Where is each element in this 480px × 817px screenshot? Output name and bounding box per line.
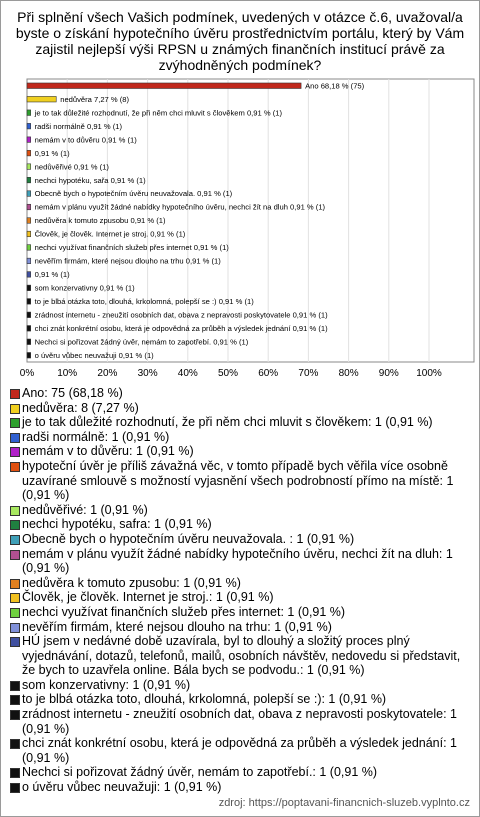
legend-swatch: [10, 608, 20, 618]
bar-data-label: Nechci si pořizovat žádný úvěr, nemám to zapotřebí. 0,91 % (1): [34, 337, 249, 347]
bar: [27, 231, 31, 237]
bar: [27, 204, 31, 210]
bar-data-label: o úvěru vůbec neuvažuji 0,91 % (1): [34, 350, 154, 360]
bar-data-label: nechci využívat finančních služeb přes internet 0,91 % (1): [34, 243, 229, 253]
bar-data-label: Ano 68,18 % (75): [305, 81, 365, 91]
legend-label: HÚ jsem v nedávné době uzavírala, byl to dlouhý a složitý proces plný vyjednávání, dotazů, telefonů, mailů, osobních návštěv, nedovedu si představit, že bych to uzavřela online. Bála bych se podvodu.: 1 (0,91 %): [22, 634, 461, 678]
x-tick-label: 50%: [217, 368, 239, 379]
legend-item: [8, 517, 474, 532]
legend-swatch: [10, 550, 20, 560]
legend-swatch: [10, 447, 20, 457]
legend-item: [8, 444, 474, 459]
bar: [27, 177, 31, 183]
bar-data-label: Obecně bych o hypotečním úvěru neuvažovala. 0,91 % (1): [34, 189, 233, 199]
legend-item: [8, 736, 474, 765]
legend-swatch: [10, 389, 20, 399]
bar: [27, 218, 31, 224]
x-tick-label: 80%: [338, 368, 359, 379]
legend-label: Člověk, je člověk. Internet je stroj.: 1 (0,91 %): [22, 590, 274, 605]
legend-item: [8, 692, 474, 707]
bar-data-label: chci znát konkrétní osobu, která je odpovědná za průběh a výsledek jednání 0,91 % (1): [34, 324, 328, 334]
bar-data-label: nevěřím firmám, které nejsou dlouho na trhu 0,91 % (1): [34, 256, 221, 266]
bar-data-label: radši normálně 0,91 % (1): [34, 121, 123, 131]
legend-swatch: [10, 623, 20, 633]
bar: [27, 164, 31, 170]
legend-label: Ano: 75 (68,18 %): [22, 386, 123, 400]
legend-swatch: [10, 520, 20, 530]
bar-data-label: 0,91 % (1): [34, 270, 70, 280]
bar: [27, 285, 31, 291]
legend-label: to je blbá otázka toto, dlouhá, krkolomná, polepší se :): 1 (0,91 %): [22, 692, 387, 707]
legend-label: nedůvěřivé: 1 (0,91 %): [22, 502, 148, 517]
legend-swatch: [10, 462, 20, 472]
bar-data-label: 0,91 % (1): [34, 148, 70, 158]
x-tick-label: 60%: [258, 368, 279, 379]
legend-swatch: [10, 739, 20, 749]
bar-data-label: nechci hypotéku, sařa 0,91 % (1): [34, 175, 146, 185]
legend-swatch: [10, 579, 20, 589]
chart-legend: [8, 386, 474, 795]
bar-data-label: to je blbá otázka toto, dlouhá, krkolomná, polepší se :) 0,91 % (1): [34, 297, 254, 307]
legend-swatch: [10, 593, 20, 603]
legend-item: [8, 765, 474, 780]
x-tick-label: 20%: [97, 368, 118, 379]
x-tick-label: 0%: [19, 368, 35, 379]
legend-item: [8, 532, 474, 547]
legend-item: [8, 386, 474, 401]
legend-item: [8, 707, 474, 736]
bar-data-label: zrádnost internetu - zneužití osobních dat, obava z nepravosti poskytovatele 0,91 % (1): [34, 310, 328, 320]
legend-swatch: [10, 768, 20, 778]
bar-data-label: nedůvěra 7,27 % (8): [60, 94, 130, 104]
bar: [27, 312, 31, 318]
legend-label: nechci využívat finančních služeb přes internet: 1 (0,91 %): [22, 604, 346, 619]
bar: [27, 326, 31, 332]
legend-label: Obecně bych o hypotečním úvěru neuvažovala. : 1 (0,91 %): [22, 531, 355, 546]
bar: [27, 150, 31, 156]
x-tick-label: 40%: [177, 368, 198, 379]
legend-item: [8, 459, 474, 503]
legend-label: o úvěru vůbec neuvažuji: 1 (0,91 %): [22, 780, 222, 795]
legend-label: Nechci si pořizovat žádný úvěr, nemám to zapotřebí.: 1 (0,91 %): [22, 765, 378, 780]
x-tick-label: 10%: [57, 368, 78, 379]
legend-label: som konzervativny: 1 (0,91 %): [22, 677, 191, 692]
legend-swatch: [10, 404, 20, 414]
legend-item: [8, 401, 474, 416]
bar: [27, 123, 31, 128]
legend-label: nevěřím firmám, které nejsou dlouho na trhu: 1 (0,91 %): [22, 619, 332, 634]
legend-swatch: [10, 506, 20, 516]
legend-item: [8, 590, 474, 605]
bar-data-label: nedůvěra k tomuto zpusobu 0,91 % (1): [34, 216, 166, 226]
bar: [27, 96, 56, 102]
bar: [27, 191, 31, 197]
x-tick-label: 30%: [137, 368, 158, 379]
legend-label: nemám v to důvěru: 1 (0,91 %): [22, 444, 194, 459]
legend-swatch: [10, 433, 20, 443]
bar-data-label: je to tak důležité rozhodnutí, že při něm chci mluvit s člověkem 0,91 % (1): [34, 108, 282, 118]
bar: [27, 339, 31, 345]
legend-label: nedůvěra k tomuto zpusobu: 1 (0,91 %): [22, 575, 241, 590]
legend-item: [8, 576, 474, 591]
bar: [27, 272, 31, 278]
legend-item: [8, 503, 474, 518]
legend-swatch: [10, 695, 20, 705]
bar-data-label: nemám v to důvěru 0,91 % (1): [34, 135, 137, 145]
legend-item: [8, 547, 474, 576]
legend-label: zrádnost internetu - zneužití osobních dat, obava z nepravosti poskytovatele: 1 (0,91 %): [22, 707, 457, 736]
chart-title: Při splnění všech Vašich podmínek, uvedených v otázce č.6, uvažoval/a byste o získání hypotečního úvěru prostřednictvím portálu, který by Vám zajistil nejlepší výši RPSN u známých finančních institucí právě za zvýhodněných podmínek?: [15, 9, 465, 73]
legend-label: chci znát konkrétní osobu, která je odpovědná za průběh a výsledek jednání: 1 (0,91 %): [22, 736, 458, 765]
legend-item: [8, 605, 474, 620]
bar: [27, 137, 31, 143]
x-tick-label: 90%: [378, 368, 399, 379]
source-footer: zdroj: https://poptavani-financnich-sluzeb.vyplnto.cz: [218, 797, 470, 809]
legend-swatch: [10, 535, 20, 545]
bar: [27, 258, 31, 264]
legend-label: hypoteční úvěr je příliš závažná věc, v tomto případě bych věřila více osobně uzavírané smlouvě s možností vyjasnění všech podrobností přímo na místě: 1 (0,91 %): [22, 458, 454, 503]
bar: [27, 110, 31, 116]
bar-data-label: nemám v plánu využít žádné nabídky hypotečního úvěru, nechci žít na dluh 0,91 % (1): [34, 202, 326, 212]
legend-label: nemám v plánu využít žádné nabídky hypotečního úvěru, nechci žít na dluh: 1 (0,91 %): [22, 546, 453, 576]
bar-data-label: nedůvěřivé 0,91 % (1): [34, 162, 109, 172]
legend-item: [8, 620, 474, 635]
legend-label: nechci hypotéku, safra: 1 (0,91 %): [22, 517, 212, 532]
legend-swatch: [10, 681, 20, 691]
legend-label: nedůvěra: 8 (7,27 %): [22, 400, 139, 415]
legend-item: [8, 780, 474, 795]
bar: [27, 83, 301, 89]
bar-data-label: som konzervativny 0,91 % (1): [34, 283, 135, 293]
legend-label: je to tak důležité rozhodnutí, že při něm chci mluvit s člověkem: 1 (0,91 %): [22, 415, 433, 430]
legend-label: radši normálně: 1 (0,91 %): [22, 429, 170, 444]
legend-swatch: [10, 710, 20, 720]
bar-data-label: Člověk, je člověk. Internet je stroj. 0,91 % (1): [34, 229, 186, 239]
legend-item: [8, 634, 474, 678]
legend-item: [8, 415, 474, 430]
legend-swatch: [10, 783, 20, 793]
bar: [27, 299, 31, 305]
bar-chart: [0, 0, 480, 385]
bar: [27, 245, 31, 251]
legend-item: [8, 430, 474, 445]
legend-swatch: [10, 418, 20, 428]
legend-swatch: [10, 637, 20, 647]
x-tick-label: 70%: [298, 368, 319, 379]
legend-item: [8, 678, 474, 693]
x-tick-label: 100%: [416, 368, 442, 379]
bar: [27, 353, 31, 359]
